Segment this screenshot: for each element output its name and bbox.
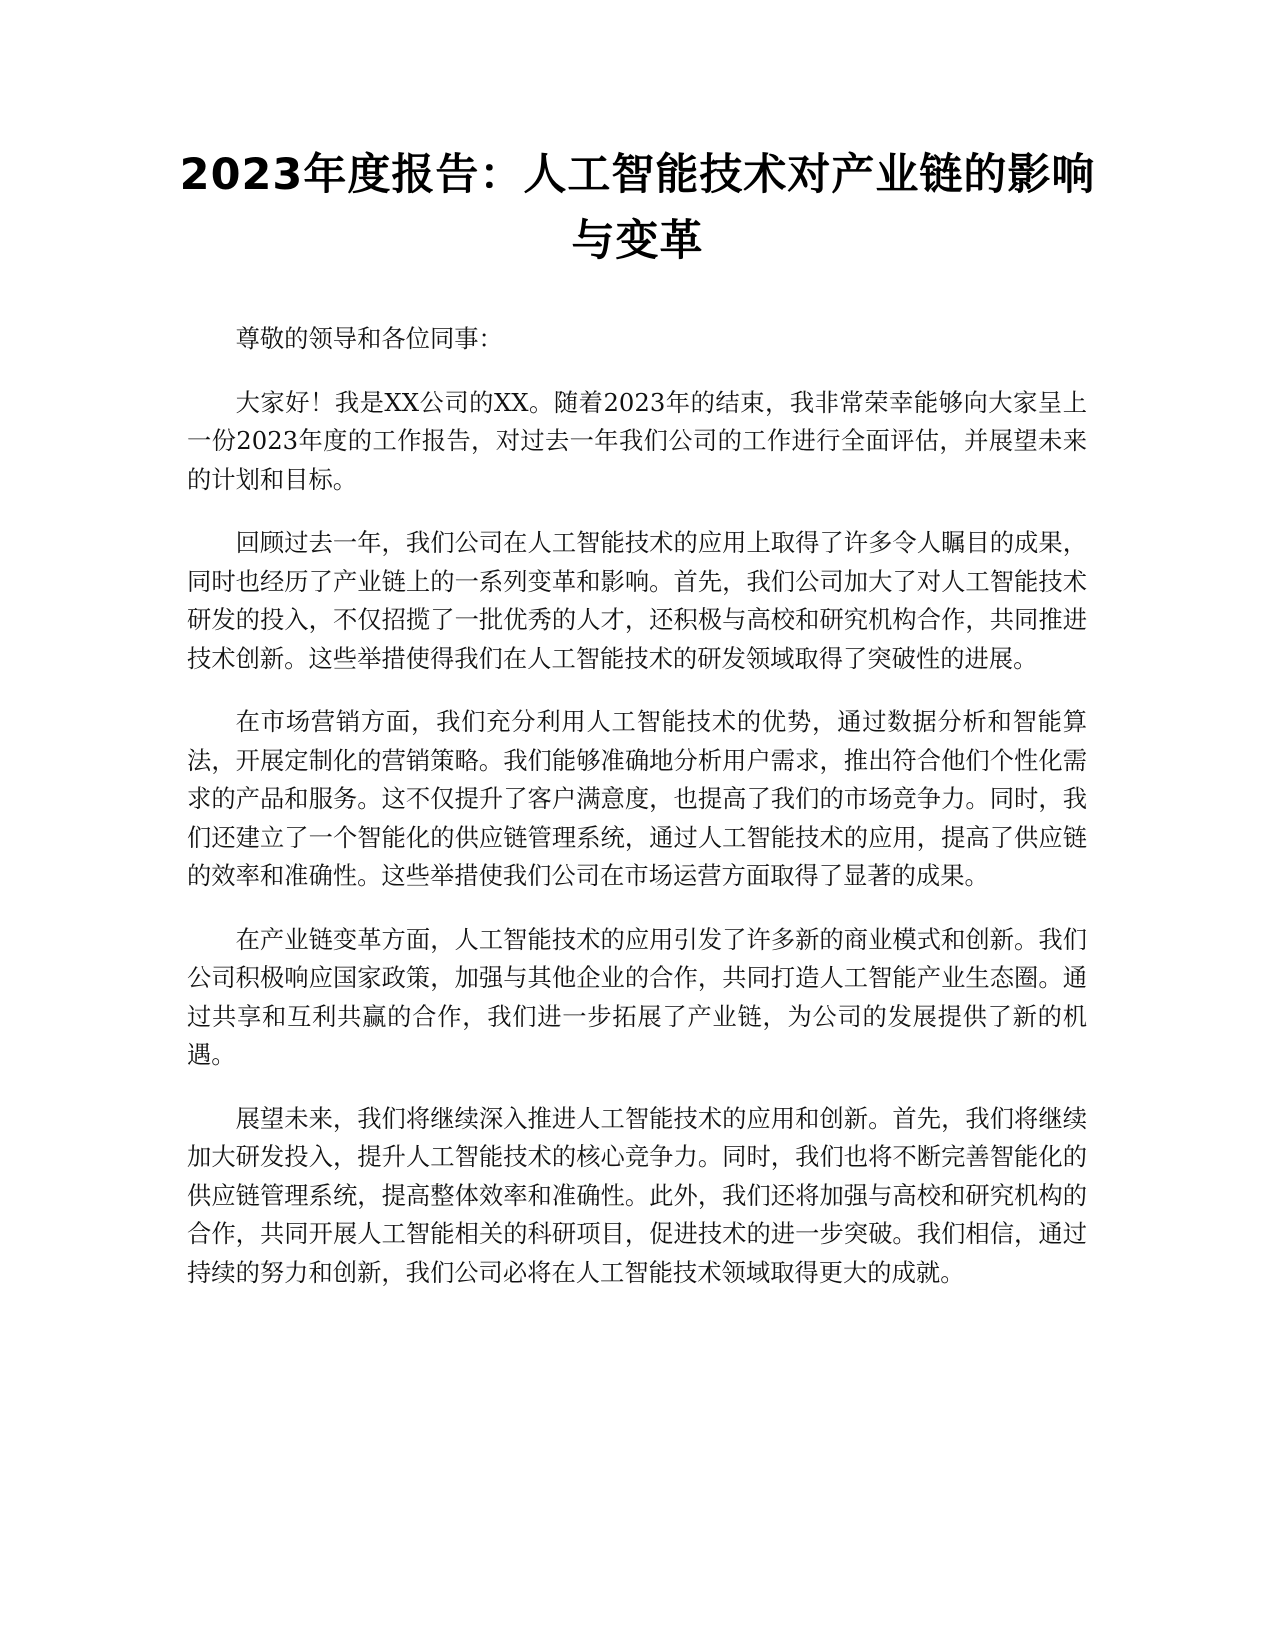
paragraph-outlook: 展望未来，我们将继续深入推进人工智能技术的应用和创新。首先，我们将继续加大研发投入，提升人工智能技术的核心竞争力。同时，我们也将不断完善智能化的供应链管理系统，提高整体效率和准确性。此外，我们还将加强与高校和研究机构的合作，共同开展人工智能相关的科研项目，促进技术的进一步突破。我们相信，通过持续的努力和创新，我们公司必将在人工智能技术领域取得更大的成就。 — [187, 1103, 1087, 1287]
salutation: 尊敬的领导和各位同事： — [235, 324, 503, 353]
document-body — [187, 320, 1087, 1317]
document-title: 2023年度报告：人工智能技术对产业链的影响与变革 — [179, 150, 1096, 266]
paragraph-marketing: 在市场营销方面，我们充分利用人工智能技术的优势，通过数据分析和智能算法，开展定制化的营销策略。我们能够准确地分析用户需求，推出符合他们个性化需求的产品和服务。这不仅提升了客户满意度，也提高了我们的市场竞争力。同时，我们还建立了一个智能化的供应链管理系统，通过人工智能技术的应用，提高了供应链的效率和准确性。这些举措使我们公司在市场运营方面取得了显著的成果。 — [187, 707, 1087, 890]
paragraph-review: 回顾过去一年，我们公司在人工智能技术的应用上取得了许多令人瞩目的成果，同时也经历了产业链上的一系列变革和影响。首先，我们公司加大了对人工智能技术研发的投入，不仅招揽了一批优秀的人才，还积极与高校和研究机构合作，共同推进技术创新。这些举措使得我们在人工智能技术的研发领域取得了突破性的进展。 — [187, 528, 1087, 673]
paragraph-intro: 大家好！我是XX公司的XX。随着2023年的结束，我非常荣幸能够向大家呈上一份2023年度的工作报告，对过去一年我们公司的工作进行全面评估，并展望未来的计划和目标。 — [187, 387, 1087, 494]
paragraph-industry-chain: 在产业链变革方面，人工智能技术的应用引发了许多新的商业模式和创新。我们公司积极响应国家政策，加强与其他企业的合作，共同打造人工智能产业生态圈。通过共享和互利共赢的合作，我们进一步拓展了产业链，为公司的发展提供了新的机遇。 — [187, 924, 1087, 1069]
